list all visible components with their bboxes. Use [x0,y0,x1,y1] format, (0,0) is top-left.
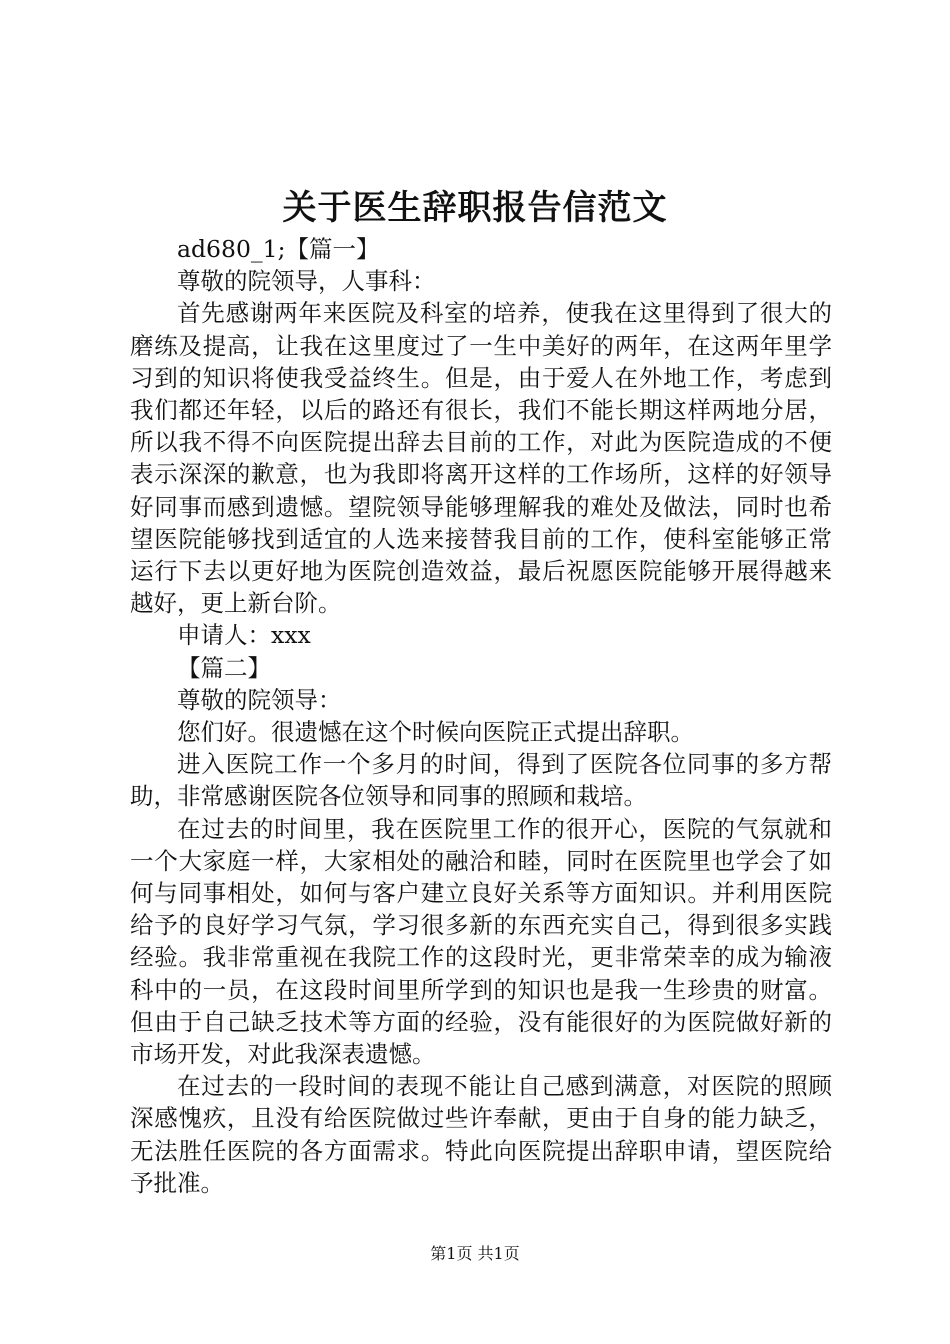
paragraph-section-marker-1: ad680_1;【篇一】 [177,235,380,263]
paragraph-letter-2-body-3: 在过去的一段时间的表现不能让自己感到满意，对医院的照顾深感愧疚，且没有给医院做过些许奉献，更由于自身的能力缺乏，无法胜任医院的各方面需求。特此向医院提出辞职申请，望医院给予批准。 [130,1072,832,1197]
document-body [130,233,832,1199]
paragraph-letter-2-body-1: 进入医院工作一个多月的时间，得到了医院各位同事的多方帮助，非常感谢医院各位领导和同事的照顾和栽培。 [130,750,832,811]
paragraph-letter-1-body: 首先感谢两年来医院及科室的培养，使我在这里得到了很大的磨练及提高，让我在这里度过了一生中美好的两年，在这两年里学习到的知识将使我受益终生。但是，由于爱人在外地工作，考虑到我们都还年轻，以后的路还有很长，我们不能长期这样两地分居，所以我不得不向医院提出辞去目前的工作，对此为医院造成的不便表示深深的歉意，也为我即将离开这样的工作场所，这样的好领导好同事而感到遗憾。望院领导能够理解我的难处及做法，同时也希望医院能够找到适宜的人选来接替我目前的工作，使科室能够正常运行下去以更好地为医院创造效益，最后祝愿医院能够开展得越来越好，更上新台阶。 [130,299,832,618]
page-footer: 第1页 共1页 [430,1244,520,1263]
paragraph-letter-2-opening: 您们好。很遗憾在这个时候向医院正式提出辞职。 [177,718,694,747]
paragraph-letter-2-body-2: 在过去的时间里，我在医院里工作的很开心，医院的气氛就和一个大家庭一样，大家相处的融洽和睦，同时在医院里也学会了如何与同事相处，如何与客户建立良好关系等方面知识。并利用医院给予的良好学习气氛，学习很多新的东西充实自己，得到很多实践经验。我非常重视在我院工作的这段时光，更非常荣幸的成为输液科中的一员，在这段时间里所学到的知识也是我一生珍贵的财富。但由于自己缺乏技术等方面的经验，没有能很好的为医院做好新的市场开发，对此我深表遗憾。 [130,814,832,1069]
paragraph-section-marker-2: 【篇二】 [177,653,271,682]
document-title: 关于医生辞职报告信范文 [282,188,668,228]
paragraph-salutation-1: 尊敬的院领导，人事科： [177,267,436,296]
paragraph-salutation-2: 尊敬的院领导： [177,685,342,714]
paragraph-applicant: 申请人：xxx [177,621,311,650]
